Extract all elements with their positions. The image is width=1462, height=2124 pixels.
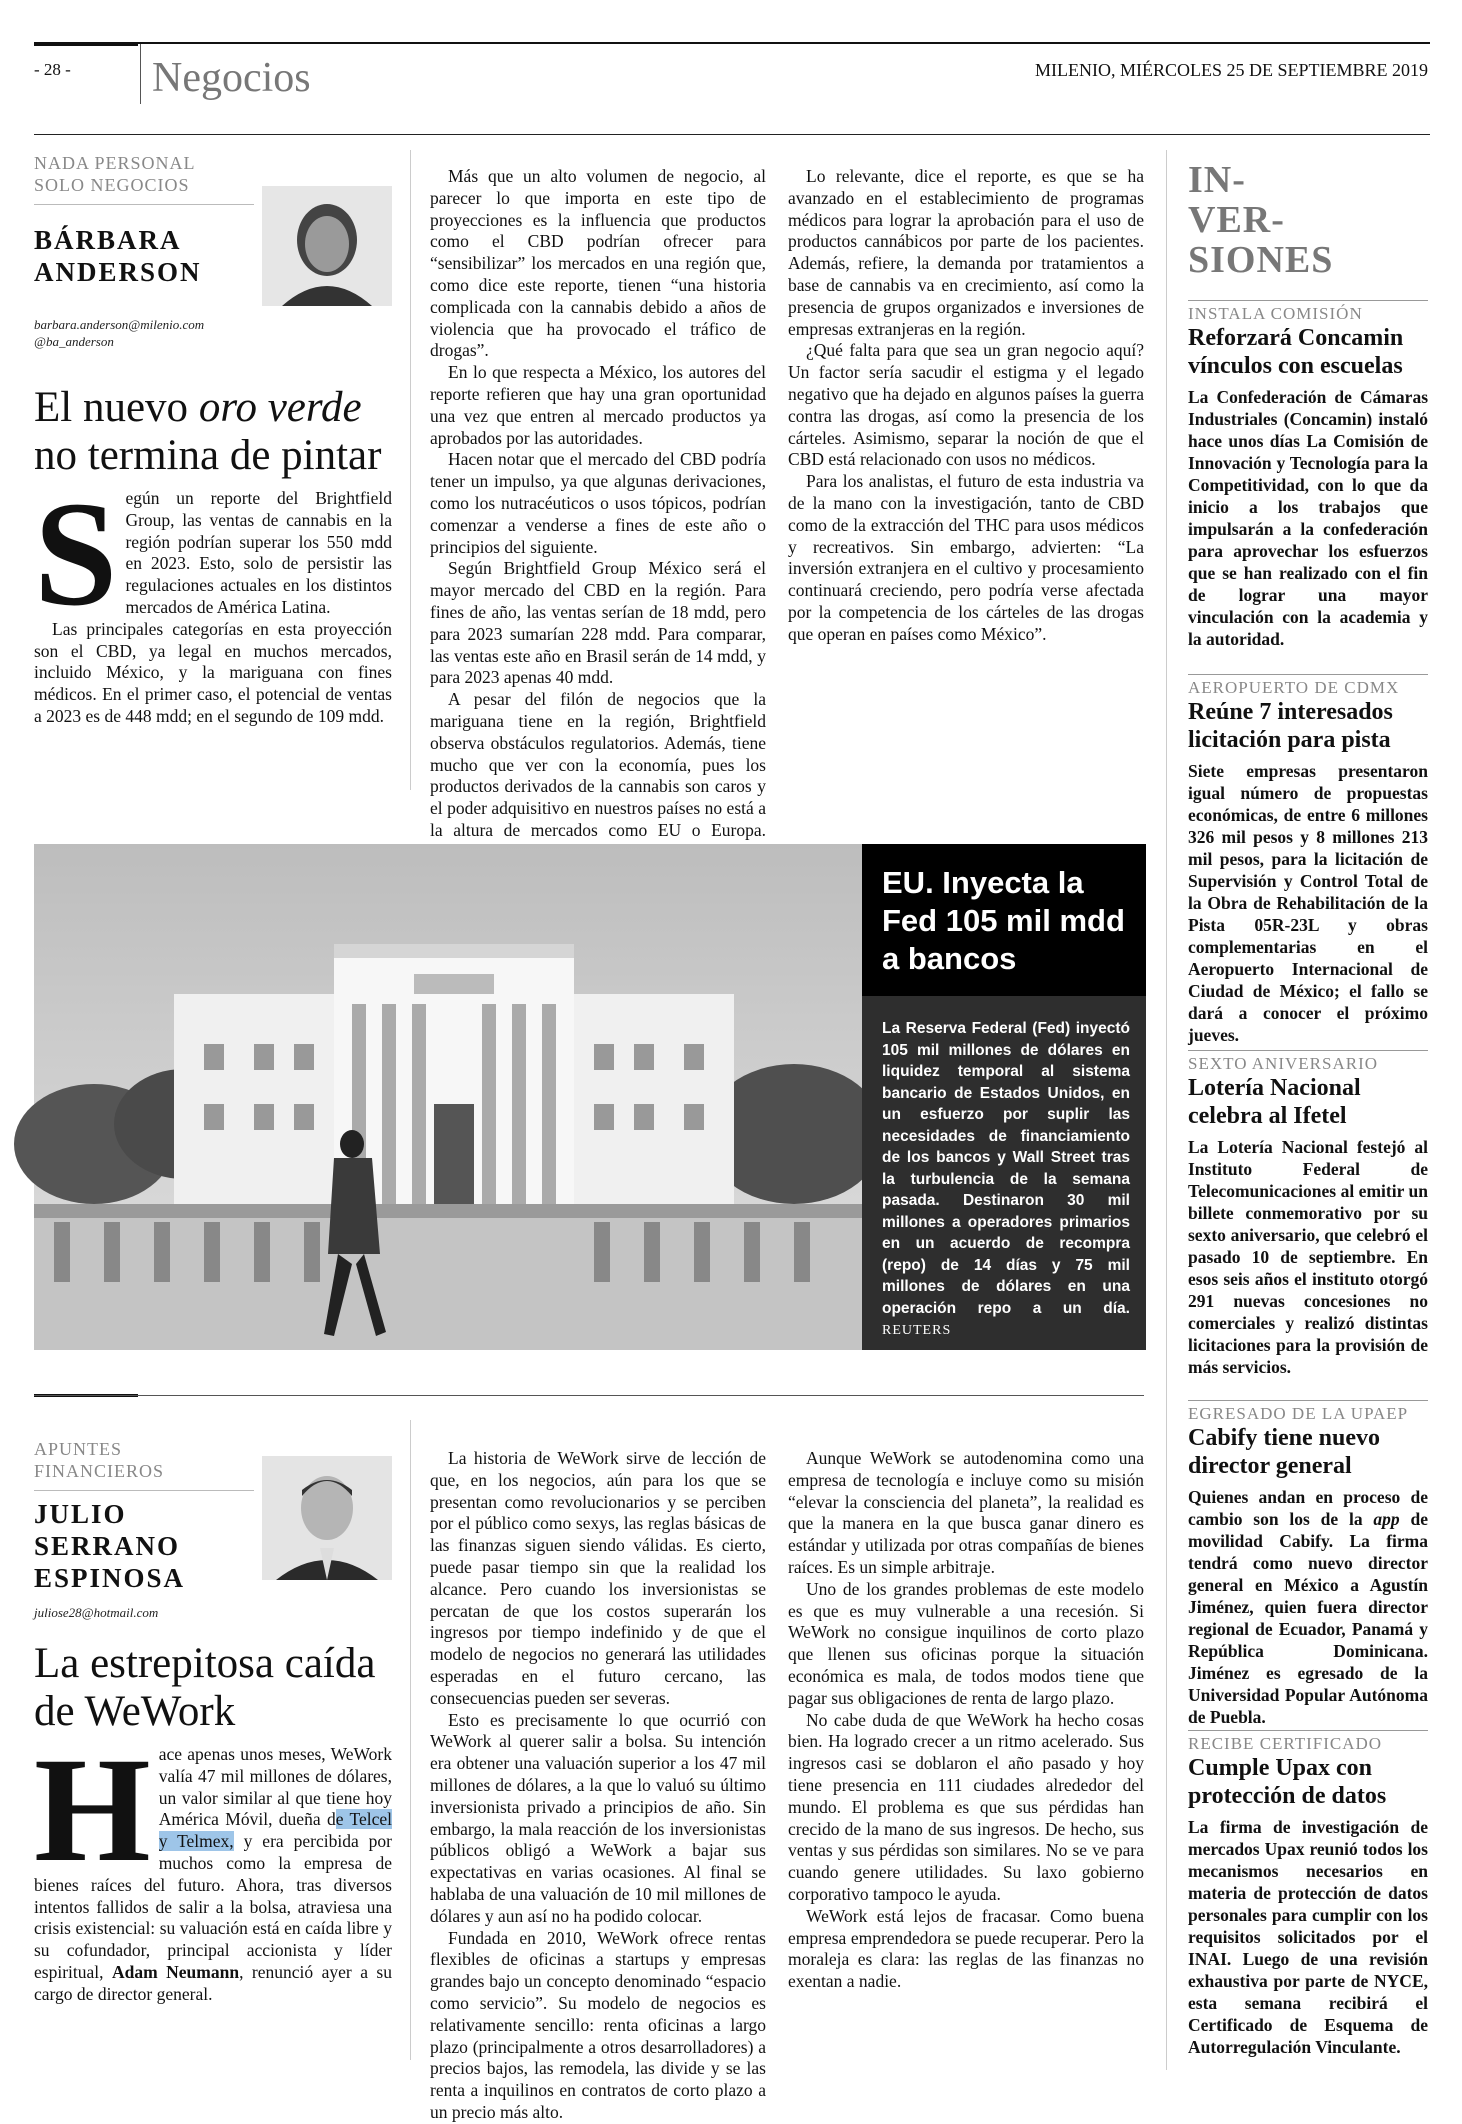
masthead-date: MILENIO, MIÉRCOLES 25 DE SEPTIEMBRE 2019 [1035,60,1428,80]
article1-paragraph-8: Lo relevante, dice el reporte, es que se ha avanzado en el establecimiento de programas médicos para lograr la aprobación para el uso de productos cannábicos por parte de los pacientes. Además, refiere, la demanda por tratamientos a base de cannabis va en crecimiento, así como la presencia de grupos organizados e inversiones de empresas extranjeras en la región. [788,166,1144,339]
article2-paragraph-1c: , renunció ayer a su cargo de director general. [34,1961,392,2004]
author2-line1: JULIO [34,1499,127,1529]
cabify-body-a: Quienes andan en proceso de cambio son los de la [1188,1487,1428,1529]
sidebar-item-body: La Confederación de Cámaras Industriales (Concamin) instaló hace unos días La Comisión de Innovación y Tecnología para la Competitividad, con lo que da inicio a los trabajos que impulsarán a la confederación para aprovechar los esfuerzos que se han realizado con el fin de lograr una mayor vinculación con la academia y la autoridad. [1188,387,1428,649]
column1-kicker-block [34,152,284,196]
author-email[interactable]: barbara.anderson@milenio.com [34,317,205,332]
sidebar-item-body [1188,1486,1428,1728]
article1-paragraph-2: Las principales categorías en esta proyección son el CBD, ya legal en muchos mercados, incluido México, y la mariguana con fines médicos. En el primer caso, el potencial de ventas a 2023 es de 448 mdd; en el segundo de 109 mdd. [34,618,392,726]
article2-bold-name: Adam Neumann [111,1961,240,1982]
article2-paragraph-2: La historia de WeWork sirve de lección de que, en los negocios, aún para los que se presentan como revolucionarios y se perciben por el público como sexys, las reglas básicas de las finanzas siguen siendo válidas. Es cierto, puede pasar tiempo sin que la realidad los alcance. Pero cuando los inversionistas se percatan de que los costos superarán los ingresos por tiempo indefinido y de que el modelo de negocios no generará las utilidades esperadas en el futuro cercano, las consecuencias pueden ser severas. [430,1448,766,1708]
photo-story-body [882,1018,1130,1342]
sidebar-title [1188,160,1428,280]
sidebar-item-body: La firma de investigación de mercados Upax reunió todos los mecanismos necesarios en materia de protección de datos personales para cumplir con los requisitos solicitados por el INAI. Luego de una revisión exhaustiva por parte de NYCE, esta semana recibirá el Certificado de Esquema de Autorregulación Vinculante. [1188,1817,1428,2057]
sidebar-item-kicker: AEROPUERTO DE CDMX [1188,678,1400,697]
article1-column-c [788,166,1144,646]
sidebar-item-head: Cumple Upax con protección de datos [1188,1755,1387,1809]
sidebar-title-line1: IN- [1188,159,1246,201]
article1-paragraph-1: egún un reporte del Brightfield Group, las ventas de cannabis en la región podrían superar los 550 mdd en 2023. Esto, solo de persistir las regulaciones actuales en los distintos mercados de América Latina. [125,488,392,617]
article1-paragraph-5: Hacen notar que el mercado del CBD podría tener un impulso, ya que algunas derivaciones, como los nutracéuticos o usos tópicos, podrían comenzar a venderse a fines de este año o principios del siguiente. [430,449,766,557]
sidebar-item-rule [1188,1400,1428,1401]
author-avatar-barbara [262,186,392,306]
article1-paragraph-6: Según Brightfield Group México será el mayor mercado del CBD en la región. Para fines de año, las ventas serían de 18 mdd, pero para 2023 sumarían 228 mdd. Para comparar, las ventas este año en Brasil serán de 14 mdd, y para 2023 apenas 40 mdd. [430,558,766,688]
article2-paragraph-3: Esto es precisamente lo que ocurrió con WeWork al querer salir a bolsa. Su intención era obtener una valuación superior a los 47 mil millones de dólares, a la que lo valuó su último inversionista privado a principios de año. Sin embargo, la mala reacción de los inversionistas públicos obligó a WeWork a bajar sus expectativas en varias ocasiones. Al final se hablaba de una valuación de 10 mil millones de dólares y aun así no ha podido colocar. [430,1709,766,1926]
highlighted-text-selection[interactable]: e Telcel y Telmex, [158,1809,393,1852]
photo-credit: REUTERS [882,1323,952,1338]
article2-paragraph-1a: ace apenas unos meses, WeWork valía 47 mil millones de dólares, un valor similar al que tiene hoy América Móvil, dueña d [158,1744,392,1830]
article1-paragraph-9: ¿Qué falta para que sea un gran negocio aquí? Un factor sería sacudir el estigma y el legado negativo que ha dejado en algunos países la guerra contra las drogas, así como la presencia de los cárteles. Asimismo, separar la noción de que el CBD está relacionado con usos no médicos. [788,340,1144,470]
sidebar-item-head: Lotería Nacional celebra al Ifetel [1188,1075,1361,1129]
sidebar-item-cabify [1188,1400,1428,1728]
column2-top-rule [34,1395,1144,1396]
header-bottom-rule [34,134,1430,135]
column1-author [34,224,202,288]
column1-kicker: NADA PERSONAL SOLO NEGOCIOS [34,153,195,195]
headline-text-italic: oro verde [198,384,362,431]
author-line2: ANDERSON [34,257,202,287]
author2-line3: ESPINOSA [34,1563,186,1593]
sidebar-item-upax [1188,1730,1428,2058]
sidebar-item-kicker: RECIBE CERTIFICADO [1188,1734,1383,1753]
sidebar-item-aeropuerto [1188,674,1428,1046]
sidebar-title-line2: VER- [1188,199,1285,241]
headline-text-a: El nuevo [34,384,199,431]
article2-paragraph-7: No cabe duda de que WeWork ha hecho cosas bien. Ha logrado crecer a un ritmo acelerado. Sus ingresos casi se doblaron el año pasado y hoy tiene presencia en 111 ciudades alrededor del mundo. El problema es que sus pérdidas han crecido de la mano de sus ingresos. De hecho, sus ventas y sus pérdidas son similares. No se ve para cuando genere utilidades. Su laxo gobierno corporativo tampoco le ayuda. [788,1709,1144,1904]
sidebar-item-loteria [1188,1050,1428,1378]
author-line1: BÁRBARA [34,225,182,255]
drop-cap-s: S [34,471,118,637]
sidebar-item-rule [1188,1730,1428,1731]
page-number: - 28 - [34,60,71,79]
header-top-rule [34,42,1430,44]
header-accent-rule [34,42,138,46]
author-avatar-julio [262,1456,392,1580]
header-divider [140,44,141,104]
article2-headline: La estrepitosa caída de WeWork [34,1640,376,1735]
sidebar-item-head: Reforzará Concamin vínculos con escuelas [1188,325,1404,379]
article1-paragraph-4: En lo que respecta a México, los autores del reporte refieren que hay una gran oportunidad una vez que entren al mercado productos ya aprobados por las autoridades. [430,362,766,448]
sidebar-item-rule [1188,300,1428,301]
sidebar-item-kicker: INSTALA COMISIÓN [1188,304,1363,323]
sidebar-item-body: La Lotería Nacional festejó al Instituto Federal de Telecomunicaciones al emitir un billete conmemorativo por su sexto aniversario, que celebró el pasado 10 de septiembre. En esos seis años el instituto otorgó 291 nuevas concesiones no comerciales y realizó distintas licitaciones para la provisión de más servicios. [1188,1137,1428,1377]
sidebar-item-rule [1188,1050,1428,1051]
cabify-body-b: de movilidad Cabify. La firma tendrá como nuevo director general en México a Agustín Jiménez, quien fuera director regional de Ecuador, Panamá y República Dominicana. Jiménez es egresado de la Universidad Popular Autónoma de Puebla. [1188,1509,1428,1727]
col-divider-1 [410,150,411,790]
article1-headline [34,384,414,480]
cabify-body-italic: app [1373,1509,1400,1529]
sidebar-item-rule [1188,674,1428,675]
sidebar-divider [1166,150,1167,2070]
author-twitter[interactable]: @ba_anderson [34,334,114,349]
article1-paragraph-3: Más que un alto volumen de negocio, al parecer lo que importa en este tipo de proyecciones es la influencia que productos como el CBD podrían ofrecer para “sensibilizar” los mercados en una región que, como dice este reporte, tienen “una historia complicada con la cannabis debido a años de violencia que ha provocado el tráfico de drogas”. [430,166,766,361]
author2-email[interactable]: juliose28@hotmail.com [34,1605,159,1620]
photo-story-body-box [862,996,1146,1350]
article2-column-c [788,1448,1144,1993]
sidebar-item-kicker: EGRESADO DE LA UPAEP [1188,1404,1409,1423]
drop-cap-h: H [34,1727,151,1893]
article2-paragraph-5: Aunque WeWork se autodenomina como una empresa de tecnología e incluye como su misión “elevar la consciencia del planeta”, la realidad es que la manera en la que busca ganar dinero es estándar y utilizada por otras compañías de bienes raíces. Es un simple arbitraje. [788,1448,1144,1577]
sidebar [1188,160,1428,280]
sidebar-item-kicker: SEXTO ANIVERSARIO [1188,1054,1379,1073]
article2-paragraph-4: Fundada en 2010, WeWork ofrece rentas flexibles de oficinas a startups y empresas grandes bajo un concepto denominado “espacio como servicio”. Su modelo de negocios es relativamente sencillo: renta oficinas a largo plazo (principalmente a otros desarrolladores) a precios bajos, las remodela, las divide y se las renta a inquilinos en contratos de corto plazo a un precio más alto. [430,1927,766,2122]
sidebar-title-line3: SIONES [1188,239,1334,281]
article1-column-a [34,471,392,728]
sidebar-item-head: Cabify tiene nuevo director general [1188,1425,1380,1479]
sidebar-item-head: Reúne 7 interesados licitación para pista [1188,699,1393,753]
article2-paragraph-6: Uno de los grandes problemas de este modelo es que es muy vulnerable a una recesión. Si WeWork no consigue inquilinos de corto plazo que llenen sus oficinas porque la situación económica es mala, de todos modos tiene que pagar sus obligaciones de renta de largo plazo. [788,1578,1144,1708]
column1-contact [34,316,204,350]
column2-author [34,1498,185,1594]
article2-paragraph-1b: y era percibida por muchos como la empresa de bienes raíces del futuro. Ahora, tras diversos intentos fallidos de salir a la bolsa, atraviesa una crisis existencial: su valuación está en caída libre y su cofundador, principal accionista y líder espiritual, [34,1831,392,1982]
article1-paragraph-7: A pesar del filón de negocios que la mariguana tiene en la región, Brightfield observa obstáculos regulatorios. Además, tiene mucho que ver con la economía, pues los productos derivados de la cannabis son caros y el poder adquisitivo en nuestros países no está a la altura de mercados como EU o Europa. [430,689,766,840]
article1-paragraph-10: Para los analistas, el futuro de esta industria va de la mano con la investigación, tanto de CBD como de la extracción del THC para usos médicos y recreativos. Sin embargo, advierten: “La inversión extranjera en el cultivo y procesamiento continuará creciendo, pero podría verse afectada por la competencia de los cárteles de las drogas que operan en países como México”. [788,471,1144,644]
column2-kicker-block [34,1438,224,1482]
headline-text-b: no termina de pintar [34,432,382,479]
article1-column-b [430,166,766,840]
sidebar-item-body: Siete empresas presentaron igual número de propuestas económicas, de entre 6 millones 326 mil pesos y 8 millones 213 mil pesos, para la licitación de Supervisión y Control Total de la Obra de Rehabilitación de la Pista 05R-23L y obras complementarias en el Aeropuerto Internacional de Ciudad de México; el fallo se dará a conocer el próximo jueves. [1188,761,1428,1045]
photo-story-headline-box [862,844,1146,996]
section-title: Negocios [152,55,311,101]
fed-building-photo [34,844,862,1350]
kicker-rule [34,204,254,205]
article2-column-b [430,1448,766,2122]
article2-paragraph-8: WeWork está lejos de fracasar. Como buena empresa emprendedora se puede recuperar. Pero la moraleja es clara: las reglas de las finanzas no exentan a nadie. [788,1905,1144,1992]
photo-story-text: La Reserva Federal (Fed) inyectó 105 mil millones de dólares en liquidez temporal al sistema bancario de Estados Unidos, en un esfuerzo por suplir las necesidades de financiamiento de los bancos y Wall Street tras la turbulencia de la semana pasada. Destinaron 30 mil millones a operadores primarios en un acuerdo de recompra (repo) de 14 días y 75 mil millones de dólares en una operación repo a un día. [882,1020,1130,1317]
kicker2-rule [34,1490,254,1491]
col-divider-2 [410,1420,411,2060]
photo-story-headline: EU. Inyecta la Fed 105 mil mdd a bancos [882,865,1125,976]
sidebar-item-concamin [1188,300,1428,650]
article2-column-a [34,1727,393,2006]
author2-line2: SERRANO [34,1531,181,1561]
column2-kicker: APUNTES FINANCIEROS [34,1439,165,1481]
